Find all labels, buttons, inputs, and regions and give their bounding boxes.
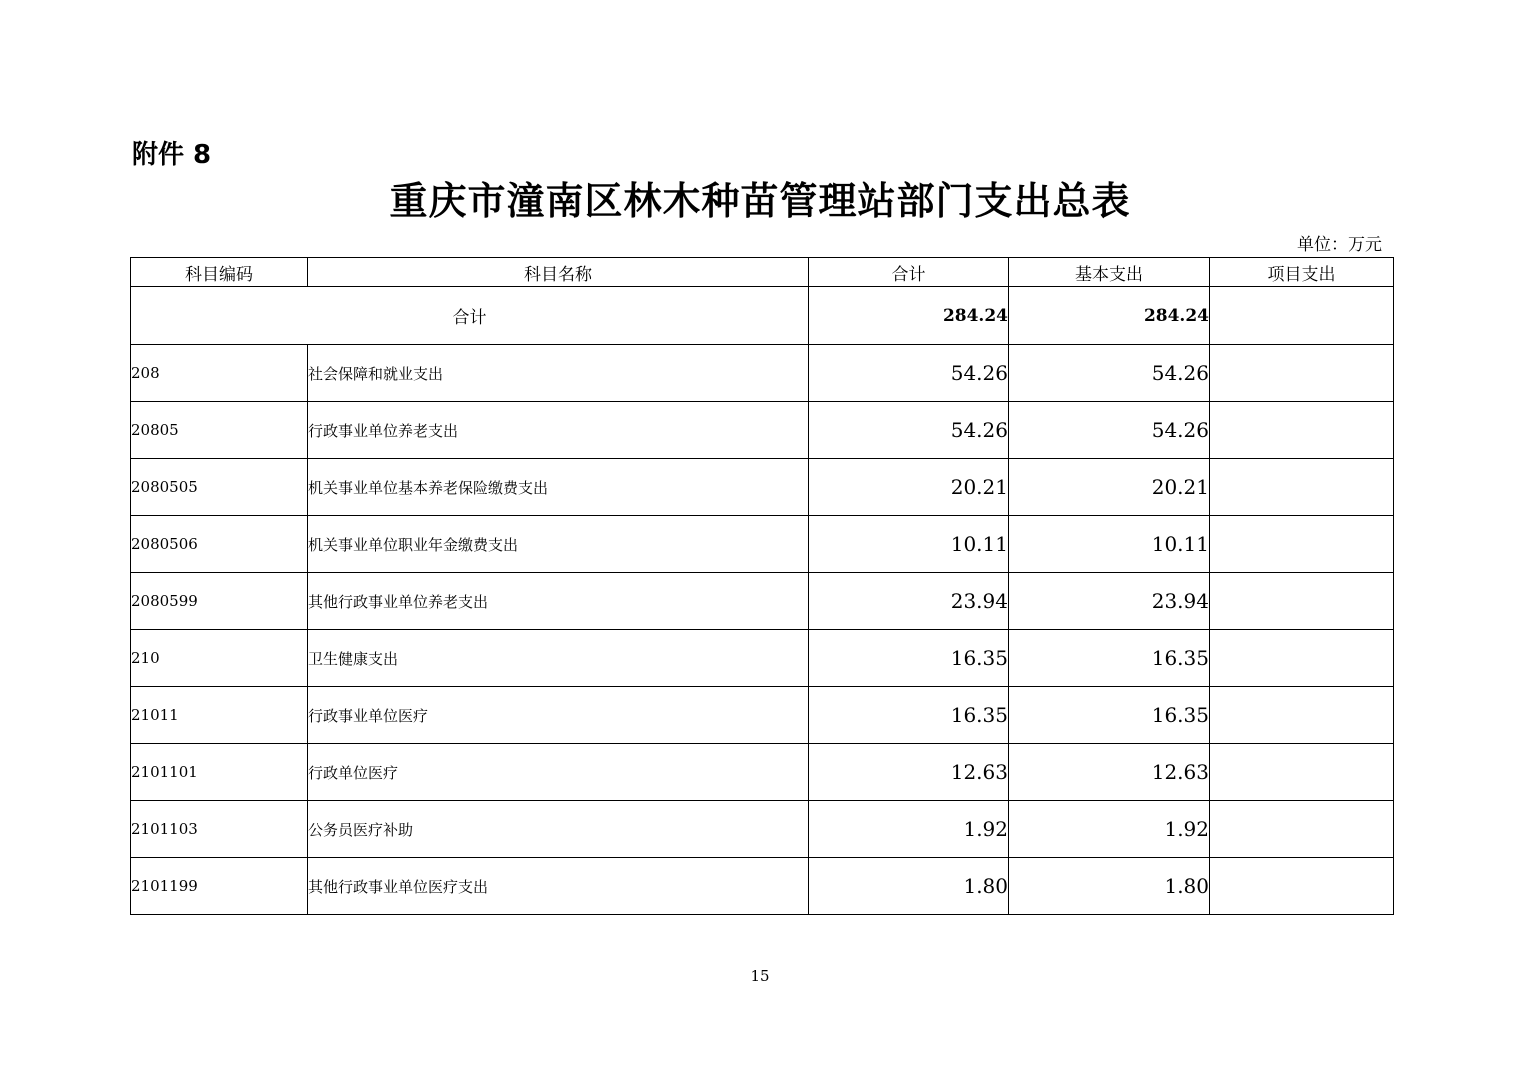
total-amount-cell: 20.21: [809, 459, 1009, 516]
subject-code-cell: 2101101: [131, 744, 308, 801]
table-row: [131, 459, 1394, 516]
header-basic-expenditure: 基本支出: [1009, 258, 1210, 287]
project-amount-cell: [1210, 744, 1394, 801]
page-number: 15: [750, 967, 770, 985]
basic-amount-cell: 16.35: [1009, 687, 1210, 744]
subject-code-cell: 20805: [131, 402, 308, 459]
total-amount-cell: 54.26: [809, 345, 1009, 402]
expenditure-table: [130, 257, 1394, 915]
subject-name-cell: 其他行政事业单位医疗支出: [308, 858, 809, 915]
basic-amount-cell: 54.26: [1009, 345, 1210, 402]
subject-name-cell: 行政单位医疗: [308, 744, 809, 801]
basic-amount-cell: 20.21: [1009, 459, 1210, 516]
document-title: 重庆市潼南区林木种苗管理站部门支出总表: [389, 178, 1131, 223]
subject-name-cell: 机关事业单位职业年金缴费支出: [308, 516, 809, 573]
table-row: [131, 516, 1394, 573]
basic-amount-cell: 54.26: [1009, 402, 1210, 459]
basic-amount-cell: 16.35: [1009, 630, 1210, 687]
basic-amount-cell: 12.63: [1009, 744, 1210, 801]
subject-name-cell: 机关事业单位基本养老保险缴费支出: [308, 459, 809, 516]
subject-code-cell: 210: [131, 630, 308, 687]
table-header-row: [131, 258, 1394, 287]
total-amount-cell: 1.80: [809, 858, 1009, 915]
total-amount-cell: 23.94: [809, 573, 1009, 630]
table-row: [131, 744, 1394, 801]
total-amount: 284.24: [809, 287, 1009, 345]
subject-code-cell: 21011: [131, 687, 308, 744]
total-amount-cell: 1.92: [809, 801, 1009, 858]
subject-name-cell: 社会保障和就业支出: [308, 345, 809, 402]
total-label: 合计: [131, 287, 809, 345]
header-subject-name: 科目名称: [308, 258, 809, 287]
total-project-amount: [1210, 287, 1394, 345]
total-amount-cell: 16.35: [809, 630, 1009, 687]
project-amount-cell: [1210, 687, 1394, 744]
table-row: [131, 630, 1394, 687]
project-amount-cell: [1210, 858, 1394, 915]
project-amount-cell: [1210, 630, 1394, 687]
table-row: [131, 801, 1394, 858]
basic-amount-cell: 23.94: [1009, 573, 1210, 630]
table-row: [131, 402, 1394, 459]
subject-name-cell: 公务员医疗补助: [308, 801, 809, 858]
total-amount-cell: 54.26: [809, 402, 1009, 459]
total-amount-cell: 16.35: [809, 687, 1009, 744]
subject-name-cell: 其他行政事业单位养老支出: [308, 573, 809, 630]
project-amount-cell: [1210, 459, 1394, 516]
subject-name-cell: 卫生健康支出: [308, 630, 809, 687]
total-row: [131, 287, 1394, 345]
unit-label: 单位：万元: [1297, 235, 1382, 255]
subject-code-cell: 2080506: [131, 516, 308, 573]
table-row: [131, 858, 1394, 915]
subject-code-cell: 208: [131, 345, 308, 402]
header-total: 合计: [809, 258, 1009, 287]
attachment-label: 附件 8: [132, 140, 212, 170]
subject-code-cell: 2101199: [131, 858, 308, 915]
table-row: [131, 345, 1394, 402]
table-row: [131, 573, 1394, 630]
total-amount-cell: 12.63: [809, 744, 1009, 801]
subject-name-cell: 行政事业单位养老支出: [308, 402, 809, 459]
project-amount-cell: [1210, 345, 1394, 402]
total-basic-amount: 284.24: [1009, 287, 1210, 345]
subject-code-cell: 2080505: [131, 459, 308, 516]
project-amount-cell: [1210, 573, 1394, 630]
basic-amount-cell: 1.80: [1009, 858, 1210, 915]
basic-amount-cell: 10.11: [1009, 516, 1210, 573]
total-amount-cell: 10.11: [809, 516, 1009, 573]
header-subject-code: 科目编码: [131, 258, 308, 287]
subject-name-cell: 行政事业单位医疗: [308, 687, 809, 744]
basic-amount-cell: 1.92: [1009, 801, 1210, 858]
subject-code-cell: 2101103: [131, 801, 308, 858]
table-row: [131, 687, 1394, 744]
project-amount-cell: [1210, 402, 1394, 459]
project-amount-cell: [1210, 516, 1394, 573]
subject-code-cell: 2080599: [131, 573, 308, 630]
header-project-expenditure: 项目支出: [1210, 258, 1394, 287]
project-amount-cell: [1210, 801, 1394, 858]
